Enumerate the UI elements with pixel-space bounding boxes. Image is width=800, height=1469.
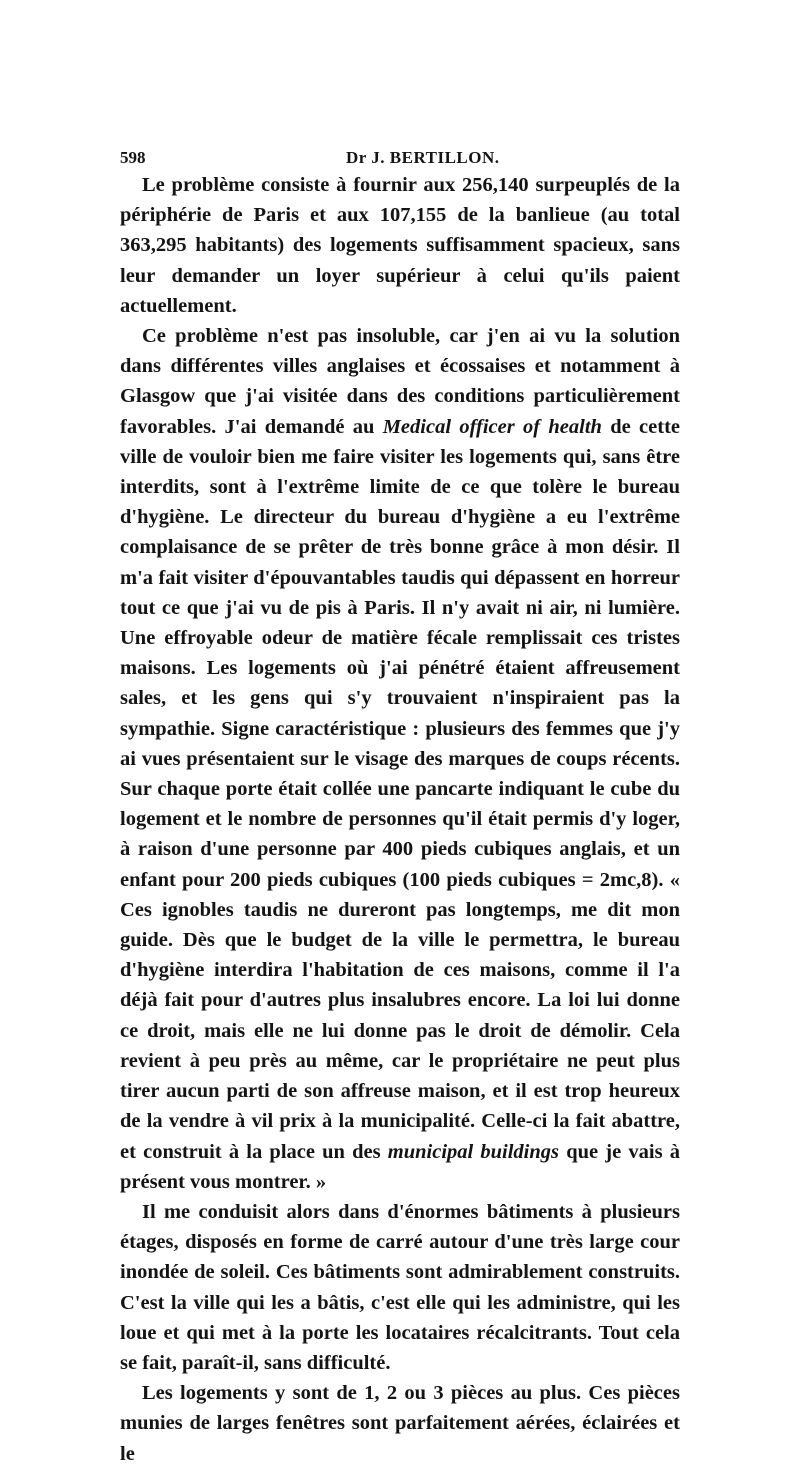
paragraph-4 bbox=[120, 1378, 680, 1469]
paragraph-text: de cette ville de vouloir bien me faire visiter les logements qui, sans être interdits, sont à l'extrême limite de ce que tolère le bureau d'hygiène. Le directeur du bureau d'hygiène a eu l'extrême complaisance de se prêter de très bonne grâce à mon désir. Il m'a fait visiter d'épouvantables taudis qui dépassent en horreur tout ce que j'ai vu de pis à Paris. Il n'y avait ni air, ni lumière. Une effroyable odeur de matière fécale remplissait ces tristes maisons. Les logements où j'ai pénétré étaient affreusement sales, et les gens qui s'y trouvaient n'inspiraient pas la sympathie. Signe caractéristique : plusieurs des femmes que j'y ai vues présentaient sur le visage des marques de coups récents. Sur chaque porte était collée une pancarte indiquant le cube du logement et le nombre de personnes qu'il était permis d'y loger, à raison d'une personne par 400 pieds cubiques anglais, et un enfant pour 200 pieds cubiques (100 pieds cubiques = 2mc,8). « Ces ignobles taudis ne dureront pas longtemps, me dit mon guide. Dès que le budget de la ville le permettra, le bureau d'hygiène interdira l'habitation de ces maisons, comme il l'a déjà fait pour d'autres plus insalubres encore. La loi lui donne ce droit, mais elle ne lui donne pas le droit de démolir. Cela revient à peu près au même, car le propriétaire ne peut plus tirer aucun parti de son affreuse maison, et il est trop heureux de la vendre à vil prix à la municipalité. Celle-ci la fait abattre, et construit à la place un des bbox=[120, 415, 681, 1163]
page-number: 598 bbox=[120, 148, 146, 167]
paragraph-text: Le problème consiste à fournir aux 256,140 surpeuplés de la périphérie de Paris et aux 107,155 de la banlieue (au total 363,295 habitants) des logements suffisamment spacieux, sans leur demander un loyer supérieur à celui qu'ils paient actuellement. bbox=[120, 174, 680, 317]
italic-term-medical-officer: Medical officer of health bbox=[382, 415, 602, 438]
paragraph-text: que je vais à présent vous montrer. » bbox=[120, 1140, 680, 1193]
paragraph-text: Les logements y sont de 1, 2 ou 3 pièces au plus. Ces pièces munies de larges fenêtres sont parfaitement aérées, éclairées et le bbox=[120, 1382, 680, 1465]
paragraph-text: Il me conduisit alors dans d'énormes bâtiments à plusieurs étages, disposés en forme de carré autour d'une très large cour inondée de soleil. Ces bâtiments sont admirablement construits. C'est la ville qui les a bâtis, c'est elle qui les administre, qui les loue et qui met à la porte les locataires récalcitrants. Tout cela se fait, paraît-il, sans difficulté. bbox=[120, 1200, 680, 1374]
paragraph-2 bbox=[120, 321, 680, 1197]
running-head bbox=[120, 148, 680, 172]
running-title: Dr J. BERTILLON. bbox=[346, 148, 500, 167]
italic-term-municipal-buildings: municipal buildings bbox=[387, 1140, 560, 1163]
paragraph-3 bbox=[120, 1197, 680, 1378]
paragraph-text: Ce problème n'est pas insoluble, car j'en ai vu la solution dans différentes villes anglaises et écossaises et notamment à Glasgow que j'ai visitée dans des conditions particulièrement favorables. J'ai demandé au bbox=[120, 325, 680, 438]
body-text bbox=[120, 170, 680, 1469]
paragraph-1 bbox=[120, 170, 680, 321]
